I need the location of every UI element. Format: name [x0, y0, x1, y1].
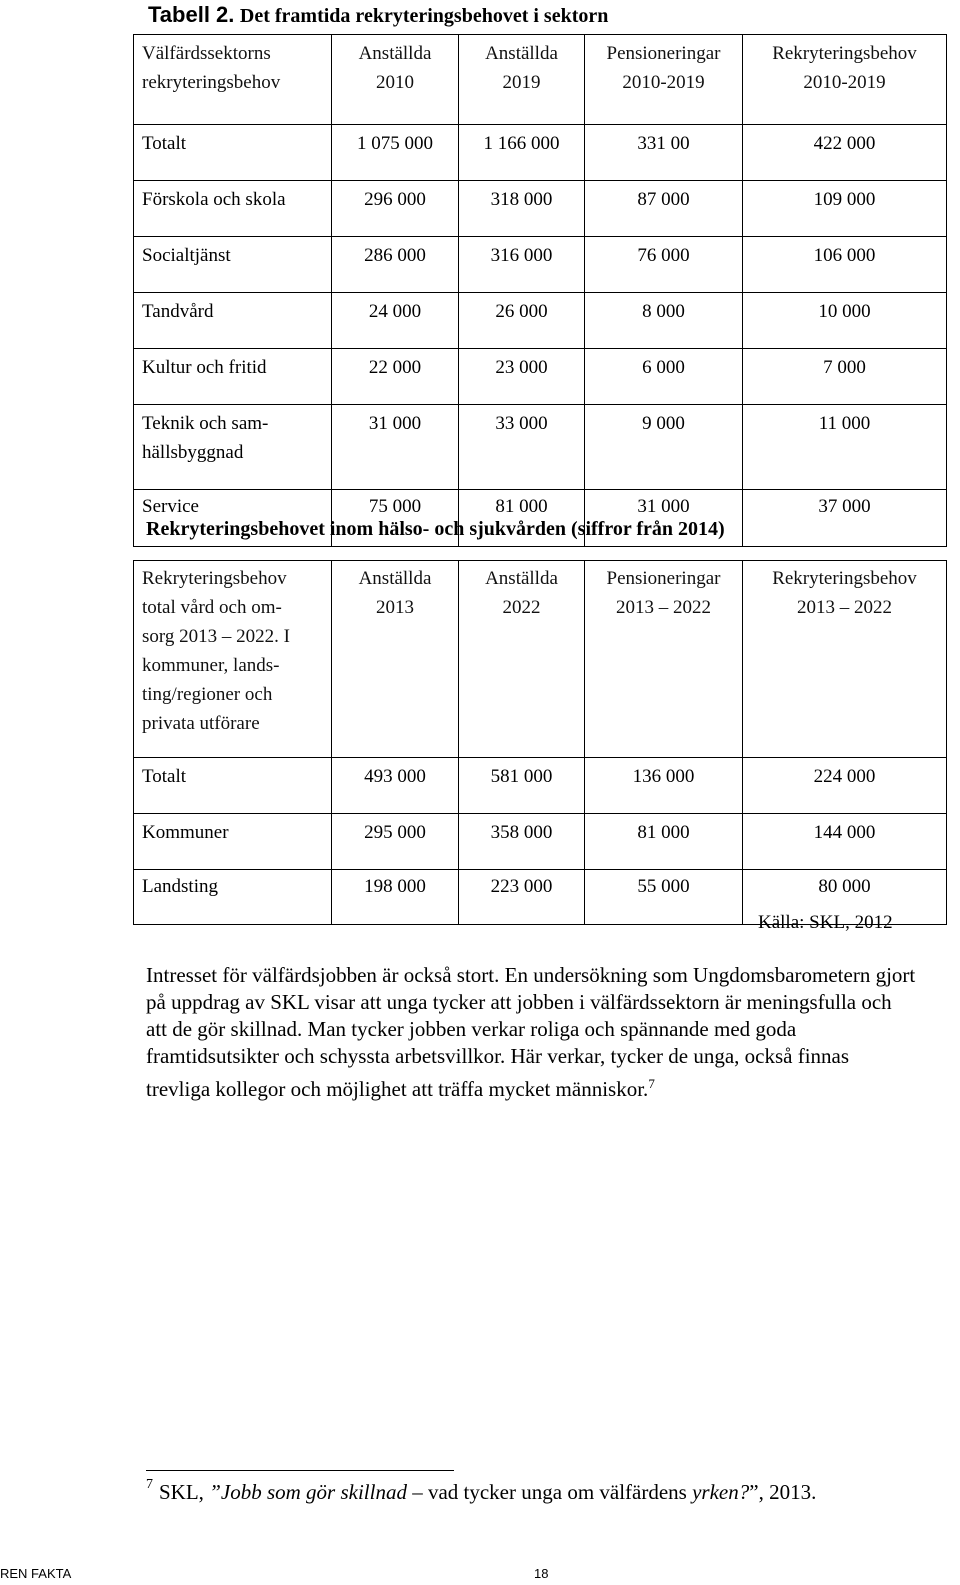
- table-cell: 106 000: [743, 237, 947, 293]
- row-label: Totalt: [134, 758, 332, 814]
- table-cell: 87 000: [585, 181, 743, 237]
- table-cell: 80 000: [743, 870, 947, 925]
- column-header: Rekryteringsbehov 2010-2019: [743, 35, 947, 125]
- table-number: Tabell 2.: [148, 2, 235, 27]
- table-cell: 224 000: [743, 758, 947, 814]
- table-cell: 37 000: [743, 490, 947, 547]
- column-header: Rekryteringsbehov total vård och om- sorg 2013 – 2022. I kommuner, lands- ting/regioner och privata utförare: [134, 561, 332, 758]
- table-row: [134, 125, 947, 181]
- table-cell: 7 000: [743, 349, 947, 405]
- body-paragraph: [146, 962, 916, 1103]
- row-label: Teknik och sam- hällsbyggnad: [134, 405, 332, 490]
- column-header: Välfärdssektorns rekryteringsbehov: [134, 35, 332, 125]
- footnote-post: ”, 2013.: [749, 1480, 817, 1504]
- table-row: [134, 181, 947, 237]
- table-cell: 76 000: [585, 237, 743, 293]
- table-cell: 144 000: [743, 814, 947, 870]
- table-cell: 81 000: [585, 814, 743, 870]
- column-header: Anställda 2019: [459, 35, 585, 125]
- section-heading-healthcare: Rekryteringsbehovet inom hälso- och sjukvården (siffror från 2014): [146, 518, 725, 540]
- footer-label: REN FAKTA: [0, 1566, 72, 1581]
- table-cell: 1 166 000: [459, 125, 585, 181]
- row-label: Landsting: [134, 870, 332, 925]
- table-title: [148, 2, 608, 28]
- row-label: Kultur och fritid: [134, 349, 332, 405]
- table-cell: 11 000: [743, 405, 947, 490]
- recruitment-table-sector: [133, 34, 947, 547]
- footnote-number: 7: [146, 1477, 153, 1492]
- row-label: Totalt: [134, 125, 332, 181]
- column-header: Pensioneringar 2013 – 2022: [585, 561, 743, 758]
- header-row: [134, 561, 947, 758]
- table-cell: 8 000: [585, 293, 743, 349]
- table-cell: 1 075 000: [332, 125, 459, 181]
- table-cell: 81 000: [459, 490, 585, 547]
- table-cell: 31 000: [585, 490, 743, 547]
- table-row: [134, 758, 947, 814]
- row-label: Service: [134, 490, 332, 547]
- header-row: [134, 35, 947, 125]
- table-cell: 198 000: [332, 870, 459, 925]
- row-label: Tandvård: [134, 293, 332, 349]
- table-cell: 109 000: [743, 181, 947, 237]
- table-cell: 223 000: [459, 870, 585, 925]
- table-cell: 295 000: [332, 814, 459, 870]
- table-cell: 358 000: [459, 814, 585, 870]
- table-cell: 10 000: [743, 293, 947, 349]
- table-row: [134, 237, 947, 293]
- table-cell: 136 000: [585, 758, 743, 814]
- table-cell: 296 000: [332, 181, 459, 237]
- column-header: Anställda 2013: [332, 561, 459, 758]
- table-row: [134, 293, 947, 349]
- footnote-divider: [146, 1470, 454, 1471]
- footnote-title: ”Jobb som gör skillnad: [209, 1480, 407, 1504]
- table-cell: 75 000: [332, 490, 459, 547]
- footnote-pre: SKL,: [159, 1480, 210, 1504]
- table-cell: 493 000: [332, 758, 459, 814]
- table-cell: 55 000: [585, 870, 743, 925]
- column-header: Pensioneringar 2010-2019: [585, 35, 743, 125]
- table-cell: 26 000: [459, 293, 585, 349]
- source-note: Källa: SKL, 2012: [758, 912, 893, 933]
- page-number: 18: [534, 1566, 549, 1581]
- table-row: [134, 349, 947, 405]
- table-cell: 581 000: [459, 758, 585, 814]
- table-cell: 23 000: [459, 349, 585, 405]
- row-label: Förskola och skola: [134, 181, 332, 237]
- table-cell: 318 000: [459, 181, 585, 237]
- table-cell: 286 000: [332, 237, 459, 293]
- table-cell: 33 000: [459, 405, 585, 490]
- table-row: [134, 405, 947, 490]
- column-header: Anställda 2010: [332, 35, 459, 125]
- column-header: Rekryteringsbehov 2013 – 2022: [743, 561, 947, 758]
- footnote-mid: – vad tycker unga om välfärdens: [406, 1480, 693, 1504]
- table-cell: 422 000: [743, 125, 947, 181]
- row-label: Kommuner: [134, 814, 332, 870]
- table-row: [134, 814, 947, 870]
- footnote-emph: yrken?: [692, 1480, 750, 1504]
- table-caption: Det framtida rekryteringsbehovet i sektorn: [239, 5, 609, 27]
- paragraph-text: Intresset för välfärdsjobben är också stort. En undersökning som Ungdomsbarometern gjort på uppdrag av SKL visar att unga tycker att jobben i välfärdssektorn är meningsfulla och att de gör skillnad. Man tycker jobben verkar roliga och spännande med goda framtidsutsikter och schyssta arbetsvillkor. Här verkar, tycker de unga, också finnas trevliga kollegor och möjlighet att träffa mycket människor.: [146, 963, 916, 1101]
- table-cell: 22 000: [332, 349, 459, 405]
- table-cell: 24 000: [332, 293, 459, 349]
- table-cell: 316 000: [459, 237, 585, 293]
- table-cell: 31 000: [332, 405, 459, 490]
- table-cell: 9 000: [585, 405, 743, 490]
- footnote-reference[interactable]: 7: [648, 1076, 655, 1091]
- row-label: Socialtjänst: [134, 237, 332, 293]
- table-cell: 331 00: [585, 125, 743, 181]
- column-header: Anställda 2022: [459, 561, 585, 758]
- footnote: [146, 1477, 817, 1505]
- recruitment-table-healthcare: [133, 560, 947, 925]
- table-cell: 6 000: [585, 349, 743, 405]
